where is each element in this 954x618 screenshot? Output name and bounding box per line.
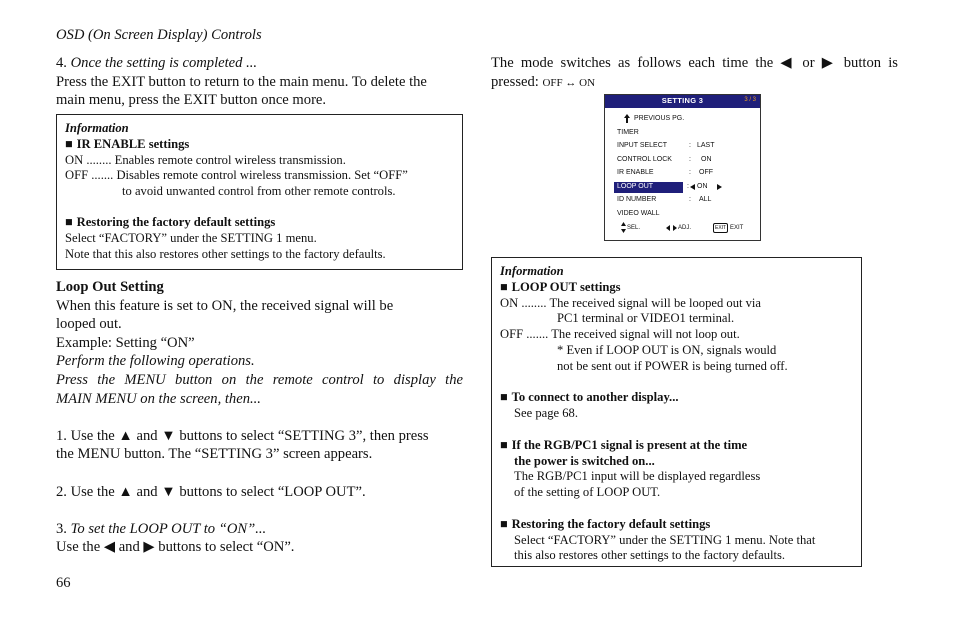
connect-text: See page 68. xyxy=(514,406,578,421)
osd-input-select: INPUT SELECT xyxy=(617,142,668,149)
info-heading: Information xyxy=(500,264,564,278)
mode-switch-text xyxy=(491,54,898,92)
step4-title: Once the setting is completed ... xyxy=(70,55,258,71)
press-menu-2: MAIN MENU on the screen, then... xyxy=(56,390,261,407)
loop-off-2: * Even if LOOP OUT is ON, signals would xyxy=(557,342,777,357)
osd-ir-enable: IR ENABLE xyxy=(617,169,654,176)
osd-colon: : xyxy=(689,169,691,176)
osd-colon: : xyxy=(689,196,691,203)
rgb-title-2: the power is switched on... xyxy=(514,453,655,468)
osd-video-wall: VIDEO WALL xyxy=(617,210,660,217)
loop-out-title: Loop Out Setting xyxy=(56,279,164,295)
osd-timer: TIMER xyxy=(617,129,639,136)
osd-title: SETTING 3 xyxy=(661,96,704,105)
loop-text-1: When this feature is set to ON, the received signal will be xyxy=(56,297,394,314)
osd-previous-page: PREVIOUS PG. xyxy=(634,115,685,122)
info-box-ir-enable xyxy=(56,114,463,270)
osd-leftright-icon xyxy=(666,225,677,233)
mode-line-2: pressed: xyxy=(491,73,539,90)
loop-on-1: ON ........ The received signal will be looped out via xyxy=(500,295,762,310)
restore-line-2: Note that this also restores other settings to the factory defaults. xyxy=(65,246,386,261)
osd-up-arrow-icon xyxy=(624,114,630,125)
loop-text-2: looped out. xyxy=(56,316,122,333)
restore-title: ■ Restoring the factory default settings xyxy=(65,215,462,231)
osd-page-indicator: 3 / 3 xyxy=(744,97,756,103)
restore-line-2: this also restores other settings to the factory defaults. xyxy=(514,548,786,563)
loop-off-1: OFF ....... The received signal will not loop out. xyxy=(500,327,740,342)
info-box-loop-out xyxy=(491,257,862,567)
loop-on-2: PC1 terminal or VIDEO1 terminal. xyxy=(557,311,735,326)
osd-updown-icon xyxy=(621,222,626,235)
loop-out-settings-title: ■ LOOP OUT settings xyxy=(500,280,861,296)
osd-exit-key-icon: EXIT xyxy=(715,225,727,231)
step4-number: 4. xyxy=(56,55,67,71)
restore-line-1: Select “FACTORY” under the SETTING 1 menu. xyxy=(65,230,317,245)
step4-text-1: Press the EXIT button to return to the main menu. To delete the xyxy=(56,73,427,90)
osd-loop-out-value: ON xyxy=(697,183,708,190)
ir-off-line: OFF ....... Disables remote control wireless transmission. Set “OFF” xyxy=(65,168,408,183)
info-heading: Information xyxy=(65,121,129,135)
loop-off-3: not be sent out if POWER is being turned off. xyxy=(557,358,788,373)
step2-text: 2. Use the ▲ and ▼ buttons to select “LOOP OUT”. xyxy=(56,483,366,500)
page-number: 66 xyxy=(56,575,71,591)
perform-text: Perform the following operations. xyxy=(56,353,255,370)
osd-colon: : xyxy=(687,183,689,190)
rgb-text-1: The RGB/PC1 input will be displayed regardless xyxy=(514,469,761,484)
step3-number: 3. xyxy=(56,520,67,537)
page-header: OSD (On Screen Display) Controls xyxy=(56,27,262,43)
osd-control-lock-value: ON xyxy=(701,156,712,163)
restore-title: ■ Restoring the factory default settings xyxy=(500,517,861,533)
osd-id-number-value: ALL xyxy=(699,196,712,203)
rgb-title-1: ■ If the RGB/PC1 signal is present at the time xyxy=(500,438,861,454)
osd-adj-label: ADJ. xyxy=(678,225,692,231)
osd-sel-label: SEL. xyxy=(627,225,641,231)
step4-text-2: main menu, press the EXIT button once more. xyxy=(56,92,327,109)
step3-text: Use the ◀ and ▶ buttons to select “ON”. xyxy=(56,539,295,556)
osd-control-lock: CONTROL LOCK xyxy=(617,156,672,163)
ir-on-line: ON ........ Enables remote control wireless transmission. xyxy=(65,152,346,167)
ir-enable-title: ■ IR ENABLE settings xyxy=(65,137,462,153)
connect-title: ■ To connect to another display... xyxy=(500,390,861,406)
osd-colon: : xyxy=(689,142,691,149)
osd-ir-enable-value: OFF xyxy=(699,169,713,176)
osd-left-arrow-icon xyxy=(690,184,695,192)
press-menu-1: Press the MENU button on the remote control to display the xyxy=(56,371,463,388)
step3-title: To set the LOOP OUT to “ON”... xyxy=(70,520,267,537)
osd-right-arrow-icon xyxy=(717,184,722,192)
step4-block xyxy=(56,54,464,110)
loop-out-section xyxy=(56,278,463,557)
osd-exit-label: EXIT xyxy=(730,225,744,231)
rgb-text-2: of the setting of LOOP OUT. xyxy=(514,485,661,500)
osd-loop-out[interactable]: LOOP OUT xyxy=(617,183,654,190)
osd-colon: : xyxy=(689,156,691,163)
osd-id-number: ID NUMBER xyxy=(617,196,657,203)
mode-line-1: The mode switches as follows each time the ◀ or ▶ button is xyxy=(491,55,898,71)
restore-line-1: Select “FACTORY” under the SETTING 1 menu. Note that xyxy=(514,532,816,547)
mode-off-on: OFF ↔ ON xyxy=(542,76,596,89)
example-text: Example: Setting “ON” xyxy=(56,334,195,351)
ir-off-line-2: to avoid unwanted control from other remote controls. xyxy=(122,184,396,199)
osd-input-select-value: LAST xyxy=(697,142,715,149)
step1-text-2: the MENU button. The “SETTING 3” screen appears. xyxy=(56,446,373,463)
step1-text-1: 1. Use the ▲ and ▼ buttons to select “SETTING 3”, then press xyxy=(56,427,429,444)
osd-setting3-screen xyxy=(604,94,761,241)
